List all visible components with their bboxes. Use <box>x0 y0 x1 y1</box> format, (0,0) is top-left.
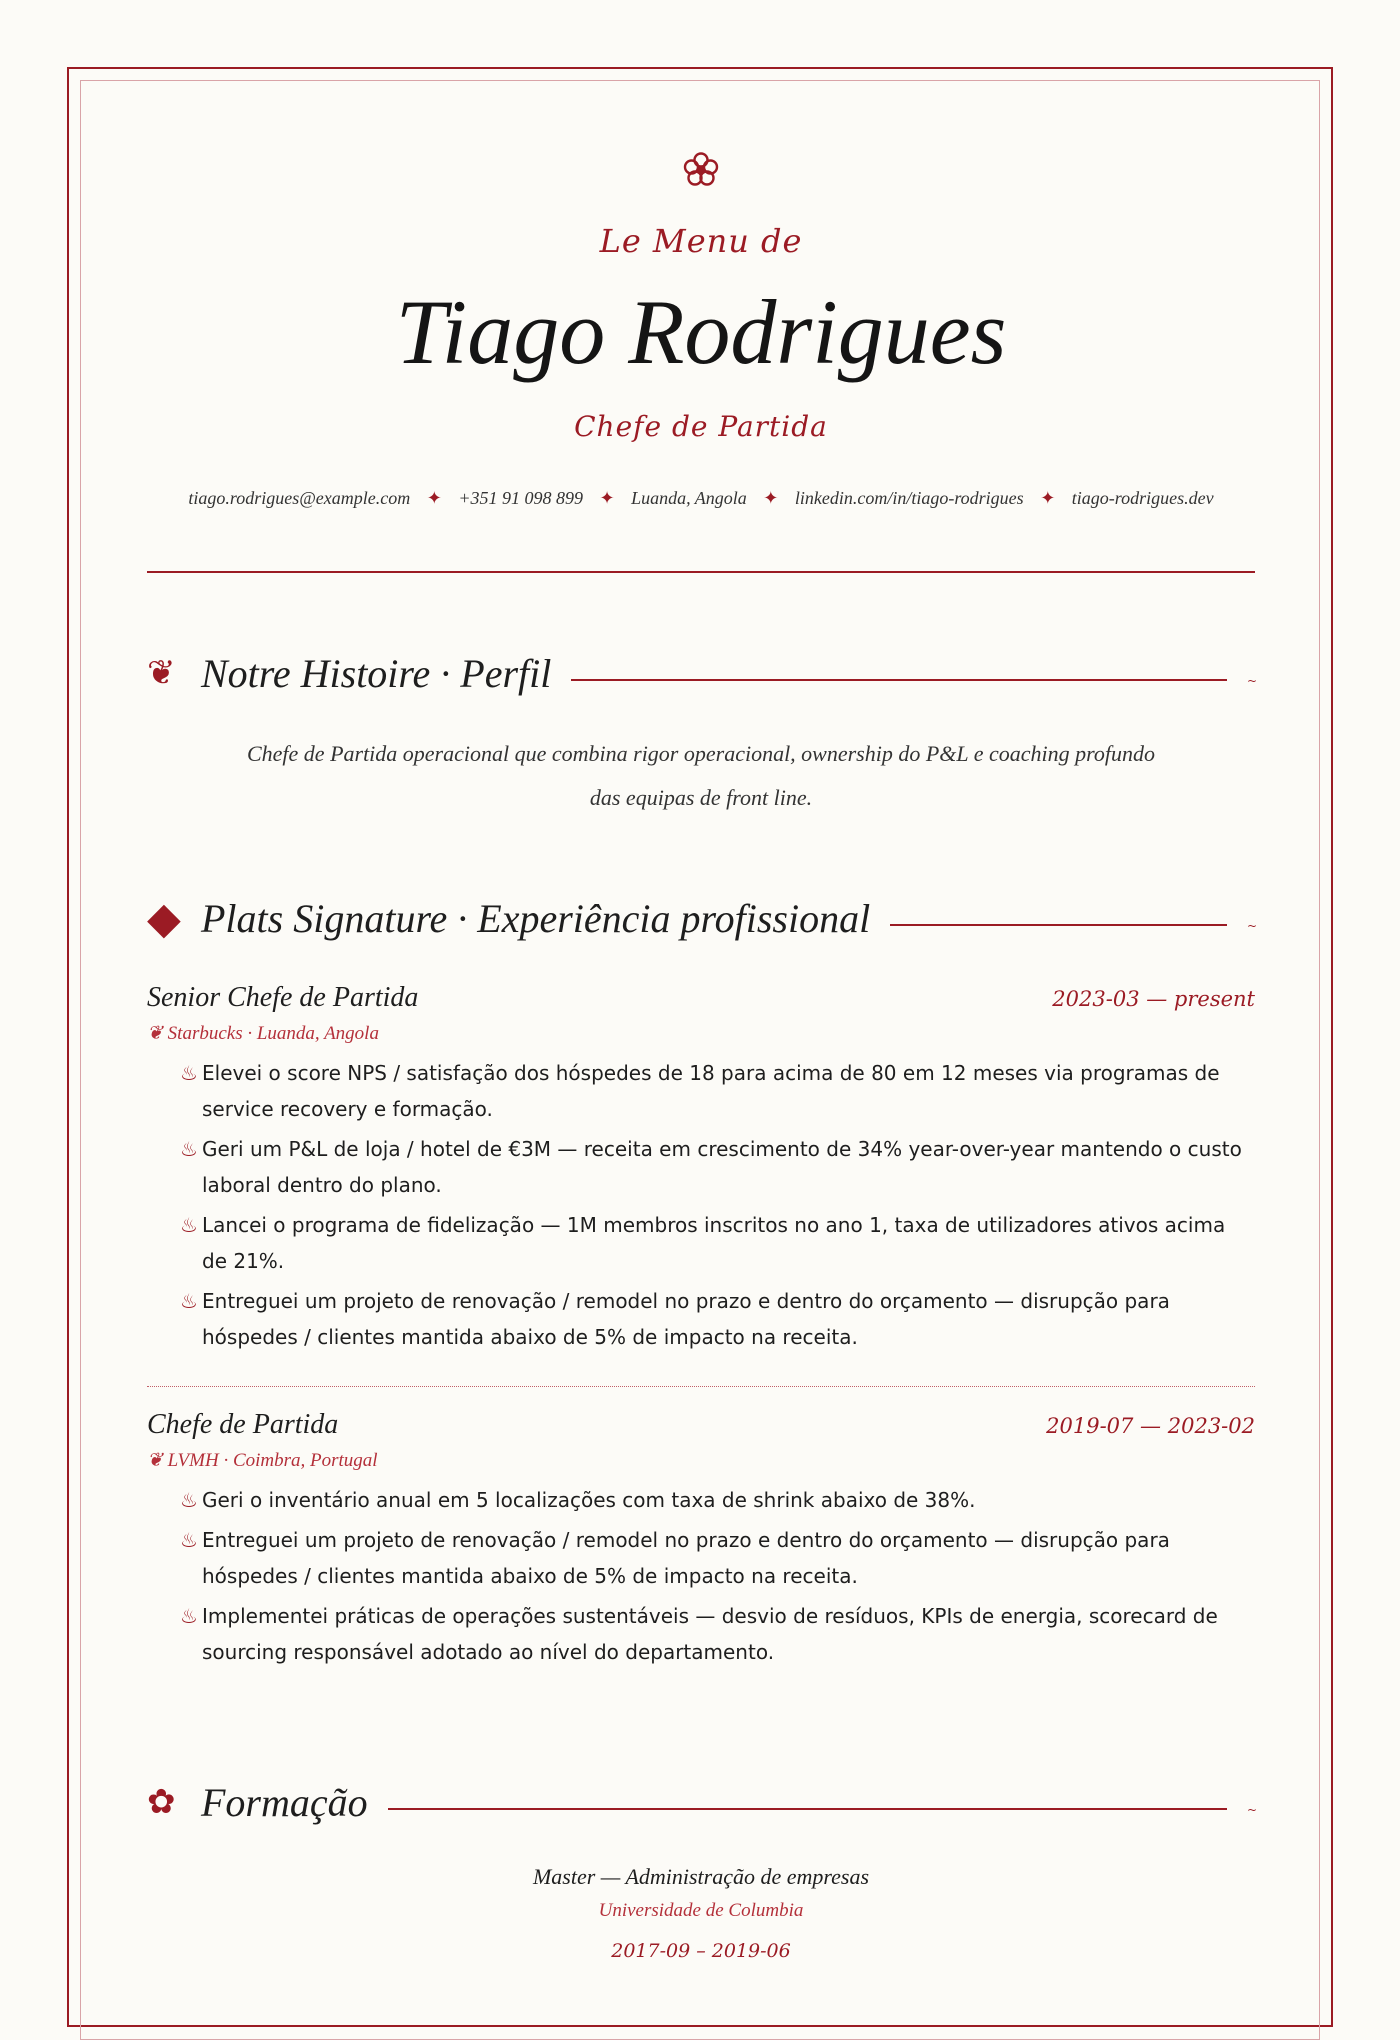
education-degree: Master — Administração de empresas <box>532 1864 870 1889</box>
profile-line: das equipas de front line. <box>589 785 813 810</box>
list-item <box>180 1283 1255 1355</box>
bullet-text: Entreguei um projeto de renovação / remodel no prazo e dentro do orçamento — disrupção para hóspedes / clientes mantida abaixo de 5% de impacto na receita. <box>202 1289 1170 1349</box>
contact-line <box>147 488 1255 509</box>
heart-flourish-icon: ❦ <box>147 1023 168 1044</box>
bullet-text: Geri um P&L de loja / hotel de €3M — receita em crescimento de 34% year-over-year mantendo o custo laboral dentro do plano. <box>202 1137 1242 1197</box>
heart-flourish-icon: ❦ <box>147 1450 168 1471</box>
section-header-experience <box>147 892 1258 944</box>
section-rule <box>890 924 1227 926</box>
job-bullets <box>147 1055 1255 1355</box>
profile-line: Chefe de Partida operacional que combina rigor operacional, ownership do P&L e coaching profundo <box>246 741 1156 766</box>
contact-email[interactable]: tiago.rodrigues@example.com <box>188 488 411 508</box>
education-entry <box>147 1864 1255 1962</box>
job-dates: 2023-03 — present <box>1052 987 1255 1011</box>
profile-summary <box>227 732 1175 820</box>
flower-crest-icon <box>147 150 1255 194</box>
steam-icon: ♨ <box>180 1061 198 1085</box>
job-org-text: Starbucks · Luanda, Angola <box>167 1023 379 1044</box>
experience-entry <box>147 1409 1255 1674</box>
list-item <box>180 1207 1255 1279</box>
steam-icon: ♨ <box>180 1604 198 1628</box>
flower-icon: ✿ <box>147 1782 176 1822</box>
star-separator-icon: ✦ <box>426 488 442 508</box>
steam-icon: ♨ <box>180 1528 198 1552</box>
candidate-name: Tiago Rodrigues <box>395 281 1007 383</box>
heart-flourish-icon: ❦ <box>147 653 176 693</box>
list-item <box>180 1131 1255 1203</box>
contact-linkedin[interactable]: linkedin.com/in/tiago-rodrigues <box>794 488 1024 508</box>
bullet-text: Implementei práticas de operações sustentáveis — desvio de resíduos, KPIs de energia, scorecard de sourcing responsável adotado ao nível do departamento. <box>202 1604 1218 1664</box>
contact-phone[interactable]: +351 91 098 899 <box>458 488 583 508</box>
bullet-text: Elevei o score NPS / satisfação dos hóspedes de 18 para acima de 80 em 12 meses via programas de service recovery e formação. <box>202 1061 1220 1121</box>
rule-tail-icon: ~ <box>1247 919 1258 933</box>
star-separator-icon: ✦ <box>599 488 615 508</box>
section-header-education <box>147 1777 1258 1827</box>
list-item <box>180 1055 1255 1127</box>
candidate-role: Chefe de Partida <box>574 410 828 443</box>
entry-divider <box>147 1386 1255 1387</box>
steam-icon: ♨ <box>180 1137 198 1161</box>
star-separator-icon: ✦ <box>1040 488 1056 508</box>
list-item <box>180 1482 1255 1518</box>
rule-tail-icon: ~ <box>1247 674 1258 688</box>
job-title: Senior Chefe de Partida <box>147 982 419 1013</box>
contact-location: Luanda, Angola <box>631 488 747 508</box>
resume-page <box>147 0 1258 1980</box>
section-title: Plats Signature · Experiência profissional <box>201 895 871 941</box>
bullet-text: Entreguei um projeto de renovação / remodel no prazo e dentro do orçamento — disrupção para hóspedes / clientes mantida abaixo de 5% de impacto na receita. <box>202 1528 1170 1588</box>
list-item <box>180 1598 1255 1670</box>
steam-icon: ♨ <box>180 1213 198 1237</box>
steam-icon: ♨ <box>180 1488 198 1512</box>
rule-tail-icon: ~ <box>1247 1803 1258 1817</box>
steam-icon: ♨ <box>180 1289 198 1313</box>
header-divider <box>147 571 1255 573</box>
section-rule <box>571 679 1227 681</box>
job-org <box>147 1022 1255 1045</box>
job-org <box>147 1449 1255 1472</box>
contact-website[interactable]: tiago-rodrigues.dev <box>1071 488 1214 508</box>
bullet-text: Geri o inventário anual em 5 localizações com taxa de shrink abaixo de 38%. <box>202 1488 976 1512</box>
section-header-profile <box>147 648 1258 698</box>
job-org-text: LVMH · Coimbra, Portugal <box>167 1450 378 1471</box>
section-title: Notre Histoire · Perfil <box>201 650 552 696</box>
experience-entry <box>147 982 1255 1359</box>
diamond-icon: ◆ <box>147 892 181 944</box>
education-dates: 2017-09 – 2019-06 <box>611 1940 791 1962</box>
header-kicker: Le Menu de <box>599 222 803 260</box>
bullet-text: Lancei o programa de fidelização — 1M membros inscritos no ano 1, taxa de utilizadores ativos acima de 21%. <box>202 1213 1226 1273</box>
job-dates: 2019-07 — 2023-02 <box>1046 1414 1255 1438</box>
education-school: Universidade de Columbia <box>598 1900 804 1921</box>
list-item <box>180 1522 1255 1594</box>
job-title: Chefe de Partida <box>147 1409 339 1440</box>
star-separator-icon: ✦ <box>763 488 779 508</box>
section-title: Formação <box>201 1779 368 1825</box>
job-bullets <box>147 1482 1255 1670</box>
section-rule <box>388 1808 1227 1810</box>
